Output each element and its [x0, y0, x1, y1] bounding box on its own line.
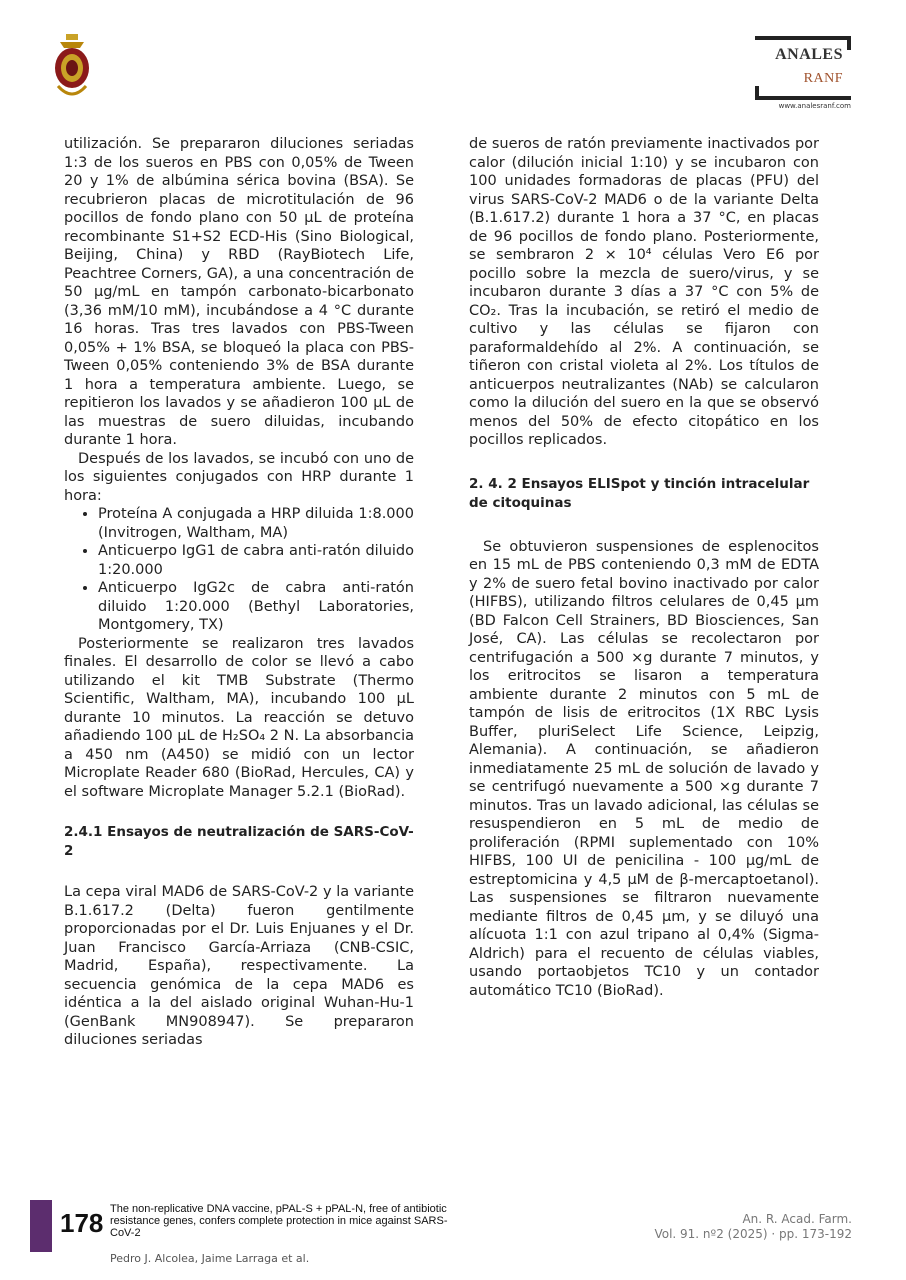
- section-heading: 2. 4. 2 Ensayos ELISpot y tinción intracelular de citoquinas: [469, 475, 810, 511]
- list-item: • Anticuerpo IgG2c de cabra anti-ratón diluido 1:20.000 (Bethyl Laboratories, Montgomery, TX): [98, 579, 414, 635]
- section-heading: 2.4.1 Ensayos de neutralización de SARS-CoV-2: [64, 824, 414, 859]
- journal-url: www.analesranf.com: [778, 102, 851, 110]
- paragraph: Posteriormente se realizaron tres lavados finales. El desarrollo de color se llevó a cabo utilizando el kit TMB Substrate (Thermo Scientific, Waltham, MA), incubando 100 µL durante 10 minutos. La reacción se detuvo añadiendo 100 µL de H₂SO₄ 2 N. La absorbancia a 450 nm (A450) se midió con un lector Microplate Reader 680 (BioRad, Hercules, CA) y el software Microplate Manager 5.2.1 (BioRad).: [64, 635, 414, 800]
- footer-accent-bar: [30, 1200, 52, 1252]
- paragraph: de sueros de ratón previamente inactivados por calor (dilución inicial 1:10) y se incubaron con 100 unidades formadoras de placas (PFU) del virus SARS-CoV-2 MAD6 o de la variante Delta (B.1.617.2) durante 1 hora a 37 °C, en placas de 96 pocillos de fondo plano. Posteriormente, se sembraron 2 × 10⁴ células Vero E6 por pocillo sobre la mezcla de suero/virus, y se incubaron durante 3 días a 37 °C con 5% de CO₂. Tras la incubación, se retiró el medio de cultivo y las células se fijaron con paraformaldehído al 2%. A continuación, se tiñeron con cristal violeta al 2%. Los títulos de anticuerpos neutralizantes (NAb) se calcularon como la dilución del suero en la que se observó menos del 50% de efecto citopático en los pocillos replicados.: [469, 136, 819, 448]
- footer-authors: Pedro J. Alcolea, Jaime Larraga et al.: [110, 1252, 310, 1265]
- paragraph: La cepa viral MAD6 de SARS-CoV-2 y la variante B.1.617.2 (Delta) fueron gentilmente proporcionadas por el Dr. Luis Enjuanes y el Dr. Juan Francisco García-Arriaza (CNB-CSIC, Madrid, España), respectivamente. La secuencia genómica de la cepa MAD6 es idéntica a la del aislado original Wuhan-Hu-1 (GenBank MN908947). Se prepararon diluciones seriadas: [64, 884, 414, 1048]
- list-item: • Proteína A conjugada a HRP diluida 1:8.000 (Invitrogen, Waltham, MA): [98, 505, 414, 542]
- academy-crest-logo: [50, 32, 94, 104]
- list-item: • Anticuerpo IgG1 de cabra anti-ratón diluido 1:20.000: [98, 542, 414, 579]
- journal-logo: [755, 36, 851, 110]
- journal-volume: Vol. 91. nº2 (2025) · pp. 173-192: [654, 1227, 852, 1241]
- logo-anales-text: ANALES: [775, 46, 843, 63]
- paragraph: utilización. Se prepararon diluciones seriadas 1:3 de los sueros en PBS con 0,05% de Tween 20 y 1% de albúmina sérica bovina (BSA). Se recubrieron placas de microtitulación de 96 pocillos de fondo plano con 50 µL de proteína recombinante S1+S2 ECD-His (Sino Biological, Beijing, China) y RBD (RayBiotech Life, Peachtree Corners, GA), a una concentración de 50 µg/mL en tampón carbonato-bicarbonato (3,36 mM/10 mM), incubándose a 4 °C durante 16 horas. Tras tres lavados con PBS-Tween 0,05% + 1% BSA, se bloqueó la placa con PBS-Tween 0,05% conteniendo 3% de BSA durante 1 hora a temperatura ambiente. Luego, se repitieron los lavados y se añadieron 100 µL de las muestras de suero diluidas, incubando durante 1 hora.: [64, 136, 414, 448]
- conjugate-list: [64, 505, 414, 635]
- paragraph: Se obtuvieron suspensiones de esplenocitos en 15 mL de PBS conteniendo 0,3 mM de EDTA y 2% de suero fetal bovino inactivado por calor (HIFBS), utilizando filtros celulares de 0,45 µm (BD Falcon Cell Strainers, BD Biosciences, San José, CA). Las células se recolectaron por centrifugación a 500 ×g durante 7 minutos, y los eritrocitos se lisaron a temperatura ambiente durante 2 minutos con 5 mL de tampón de lisis de eritrocitos (1X RBC Lysis Buffer, pluriSelect Life Science, Leipzig, Alemania). A continuación, se añadieron inmediatamente 25 mL de solución de lavado y se centrifugó nuevamente a 500 ×g durante 7 minutos. Tras un lavado adicional, las células se resuspendieron en 5 mL de medio de proliferación (RPMI suplementado con 10% HIFBS, 100 UI de penicilina - 100 µg/mL de estreptomicina y 4,5 µM de β-mercaptoetanol). Las suspensiones se filtraron nuevamente mediante filtros de 0,45 µm, y se diluyó una alícuota 1:1 con azul tripano al 0,4% (Sigma-Aldrich) para el recuento de células viables, usando portaobjetos TC10 y un contador automático TC10 (BioRad).: [469, 538, 819, 999]
- paragraph: Después de los lavados, se incubó con uno de los siguientes conjugados con HRP durante 1 hora:: [64, 450, 414, 504]
- journal-name: An. R. Acad. Farm.: [742, 1212, 852, 1226]
- right-column: [469, 135, 819, 1000]
- footer-article-title: The non-replicative DNA vaccine, pPAL-S + pPAL-N, free of antibiotic resistance genes, confers complete protection in mice against SARS-CoV-2: [110, 1203, 448, 1239]
- left-column: [64, 135, 414, 1050]
- logo-ranf-text: RANF: [803, 71, 843, 86]
- footer-journal-info: [654, 1212, 852, 1242]
- page-number: 178: [60, 1208, 104, 1238]
